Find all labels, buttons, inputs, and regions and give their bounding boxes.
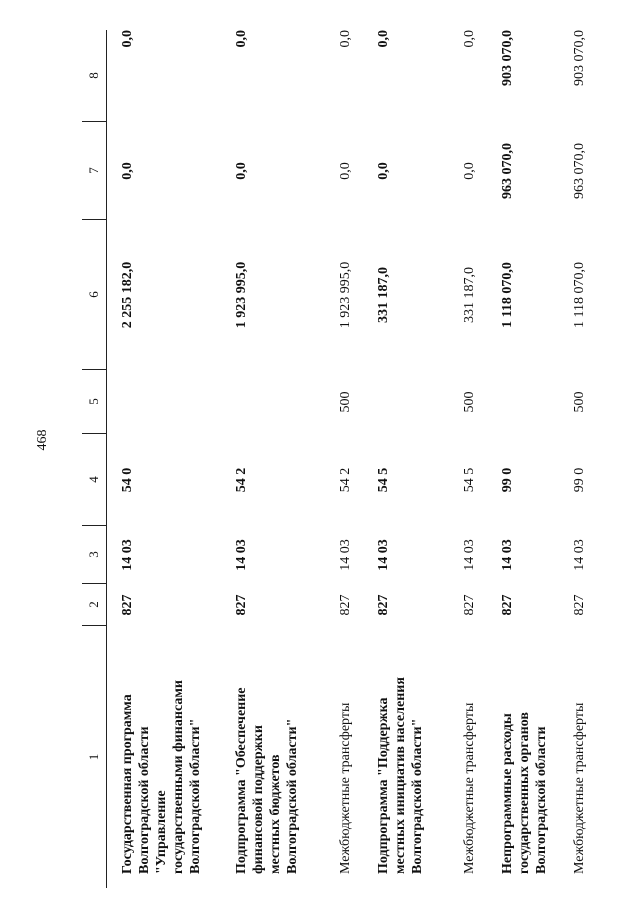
row-col-5: 500 — [462, 391, 477, 413]
row-name: Государственная программа Волгоградской области "Управление государственными финансами Волгоградской области" — [120, 680, 203, 874]
row-col-3: 14 03 — [462, 539, 477, 571]
row-col-6: 1 923 995,0 — [338, 261, 353, 329]
row-col-4: 54 5 — [376, 467, 391, 493]
row-name: Межбюджетные трансферты — [572, 702, 587, 874]
row-col-2: 827 — [234, 594, 249, 616]
header-col-4: 4 — [82, 434, 106, 526]
row-col-4: 99 0 — [500, 467, 515, 493]
row-col-6: 1 118 070,0 — [500, 262, 515, 328]
row-name: Непрограммные расходы государственных органов Волгоградской области — [500, 712, 549, 874]
row-col-3: 14 03 — [120, 539, 135, 571]
row-col-3: 14 03 — [338, 539, 353, 571]
row-col-7: 0,0 — [234, 162, 249, 180]
row-col-4: 54 5 — [462, 467, 477, 493]
row-col-2: 827 — [376, 594, 391, 616]
row-col-8: 903 070,0 — [572, 30, 587, 86]
row-col-6: 1 923 995,0 — [234, 261, 249, 329]
row-name: Межбюджетные трансферты — [338, 702, 353, 874]
header-col-6: 6 — [82, 220, 106, 370]
row-col-6: 331 187,0 — [376, 267, 391, 323]
row-col-4: 54 2 — [234, 467, 249, 493]
header-col-5: 5 — [82, 370, 106, 434]
row-col-8: 0,0 — [120, 30, 135, 48]
row-col-2: 827 — [462, 594, 477, 616]
row-col-6: 1 118 070,0 — [572, 262, 587, 328]
table-row — [107, 30, 221, 888]
table-row — [449, 30, 487, 888]
row-col-2: 827 — [338, 594, 353, 616]
table-row — [325, 30, 363, 888]
row-col-8: 0,0 — [462, 30, 477, 48]
row-name: Подпрограмма "Поддержка местных инициатив населения Волгоградской области" — [376, 677, 425, 874]
row-col-8: 0,0 — [338, 30, 353, 48]
page-number: 468 — [35, 429, 50, 451]
row-col-7: 0,0 — [376, 162, 391, 180]
budget-table — [82, 30, 597, 888]
row-col-3: 14 03 — [376, 539, 391, 571]
header-col-3: 3 — [82, 526, 106, 584]
row-col-2: 827 — [120, 594, 135, 616]
table-header-row — [82, 30, 107, 888]
row-col-7: 963 070,0 — [500, 143, 515, 199]
row-col-8: 0,0 — [234, 30, 249, 48]
row-col-7: 963 070,0 — [572, 143, 587, 199]
header-col-1: 1 — [86, 753, 101, 761]
row-col-4: 99 0 — [572, 467, 587, 493]
rotated-page-content — [82, 28, 612, 888]
row-col-3: 14 03 — [500, 539, 515, 571]
row-name: Межбюджетные трансферты — [462, 702, 477, 874]
header-col-7: 7 — [82, 122, 106, 220]
row-col-6: 2 255 182,0 — [120, 261, 135, 329]
row-col-2: 827 — [572, 594, 587, 616]
row-col-5: 500 — [572, 391, 587, 413]
row-col-7: 0,0 — [338, 162, 353, 180]
row-col-7: 0,0 — [462, 162, 477, 180]
row-col-6: 331 187,0 — [462, 267, 477, 323]
row-col-8: 903 070,0 — [500, 30, 515, 86]
row-col-4: 54 2 — [338, 467, 353, 493]
table-row — [363, 30, 449, 888]
row-col-7: 0,0 — [120, 162, 135, 180]
row-col-8: 0,0 — [376, 30, 391, 48]
header-col-8: 8 — [82, 30, 106, 122]
table-row — [221, 30, 325, 888]
row-col-2: 827 — [500, 594, 515, 616]
row-col-3: 14 03 — [572, 539, 587, 571]
row-col-3: 14 03 — [234, 539, 249, 571]
row-name: Подпрограмма "Обеспечение финансовой поддержки местных бюджетов Волгоградской области" — [234, 687, 300, 874]
row-col-4: 54 0 — [120, 467, 135, 493]
table-row — [559, 30, 597, 888]
table-row — [487, 30, 559, 888]
row-col-5: 500 — [338, 391, 353, 413]
header-col-2: 2 — [82, 584, 106, 626]
